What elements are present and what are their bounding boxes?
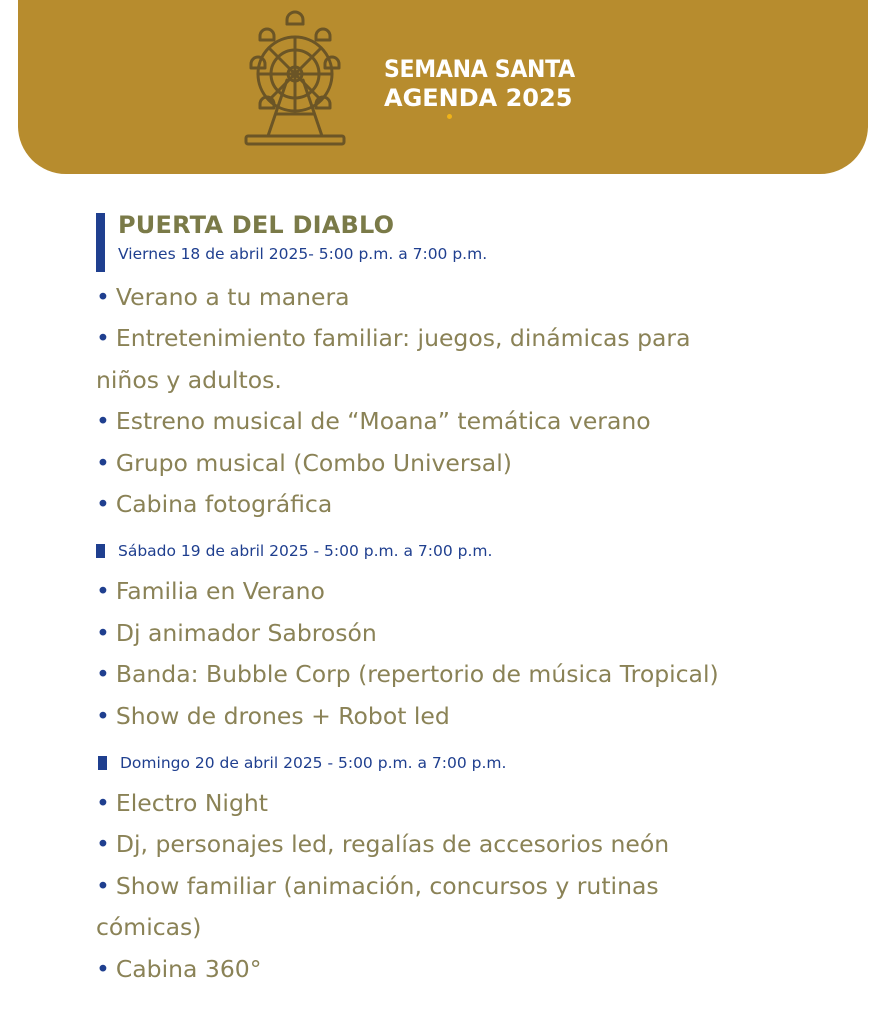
list-item: • Cabina 360° xyxy=(96,955,262,983)
bullet: • xyxy=(96,407,110,435)
banner-title: SEMANA SANTA xyxy=(384,55,575,84)
header-banner xyxy=(18,0,868,174)
day-marker xyxy=(98,756,107,770)
list-item: • Verano a tu manera xyxy=(96,283,350,311)
bullet: • xyxy=(96,660,110,688)
list-item: • Grupo musical (Combo Universal) xyxy=(96,449,512,477)
bullet: • xyxy=(96,490,110,518)
bullet: • xyxy=(96,619,110,647)
bullet: • xyxy=(96,872,110,900)
list-item: • Estreno musical de “Moana” temática verano xyxy=(96,407,651,435)
bullet: • xyxy=(96,955,110,983)
banner-accent-dot xyxy=(447,114,452,119)
ferris-wheel-icon xyxy=(232,8,362,150)
day-date: Sábado 19 de abril 2025 - 5:00 p.m. a 7:00 p.m. xyxy=(118,542,493,560)
list-item-continuation: niños y adultos. xyxy=(96,366,282,394)
bullet: • xyxy=(96,324,110,352)
venue-title: PUERTA DEL DIABLO xyxy=(118,211,395,239)
list-item: • Electro Night xyxy=(96,789,268,817)
bullet: • xyxy=(96,449,110,477)
bullet: • xyxy=(96,789,110,817)
list-item: • Show familiar (animación, concursos y rutinas xyxy=(96,872,659,900)
list-item: • Banda: Bubble Corp (repertorio de música Tropical) xyxy=(96,660,719,688)
list-item: • Show de drones + Robot led xyxy=(96,702,450,730)
list-item: • Familia en Verano xyxy=(96,577,325,605)
bullet: • xyxy=(96,702,110,730)
day-date: Domingo 20 de abril 2025 - 5:00 p.m. a 7:00 p.m. xyxy=(120,754,507,772)
venue-accent-bar xyxy=(96,213,105,272)
list-item: • Dj, personajes led, regalías de accesorios neón xyxy=(96,830,670,858)
bullet: • xyxy=(96,577,110,605)
list-item: • Entretenimiento familiar: juegos, dinámicas para xyxy=(96,324,691,352)
list-item: • Cabina fotográfica xyxy=(96,490,333,518)
day-date: Viernes 18 de abril 2025- 5:00 p.m. a 7:00 p.m. xyxy=(118,245,488,263)
banner-subtitle: AGENDA 2025 xyxy=(384,84,573,112)
list-item: • Dj animador Sabrosón xyxy=(96,619,377,647)
bullet: • xyxy=(96,830,110,858)
list-item-continuation: cómicas) xyxy=(96,913,202,941)
bullet: • xyxy=(96,283,110,311)
day-marker xyxy=(96,544,105,558)
